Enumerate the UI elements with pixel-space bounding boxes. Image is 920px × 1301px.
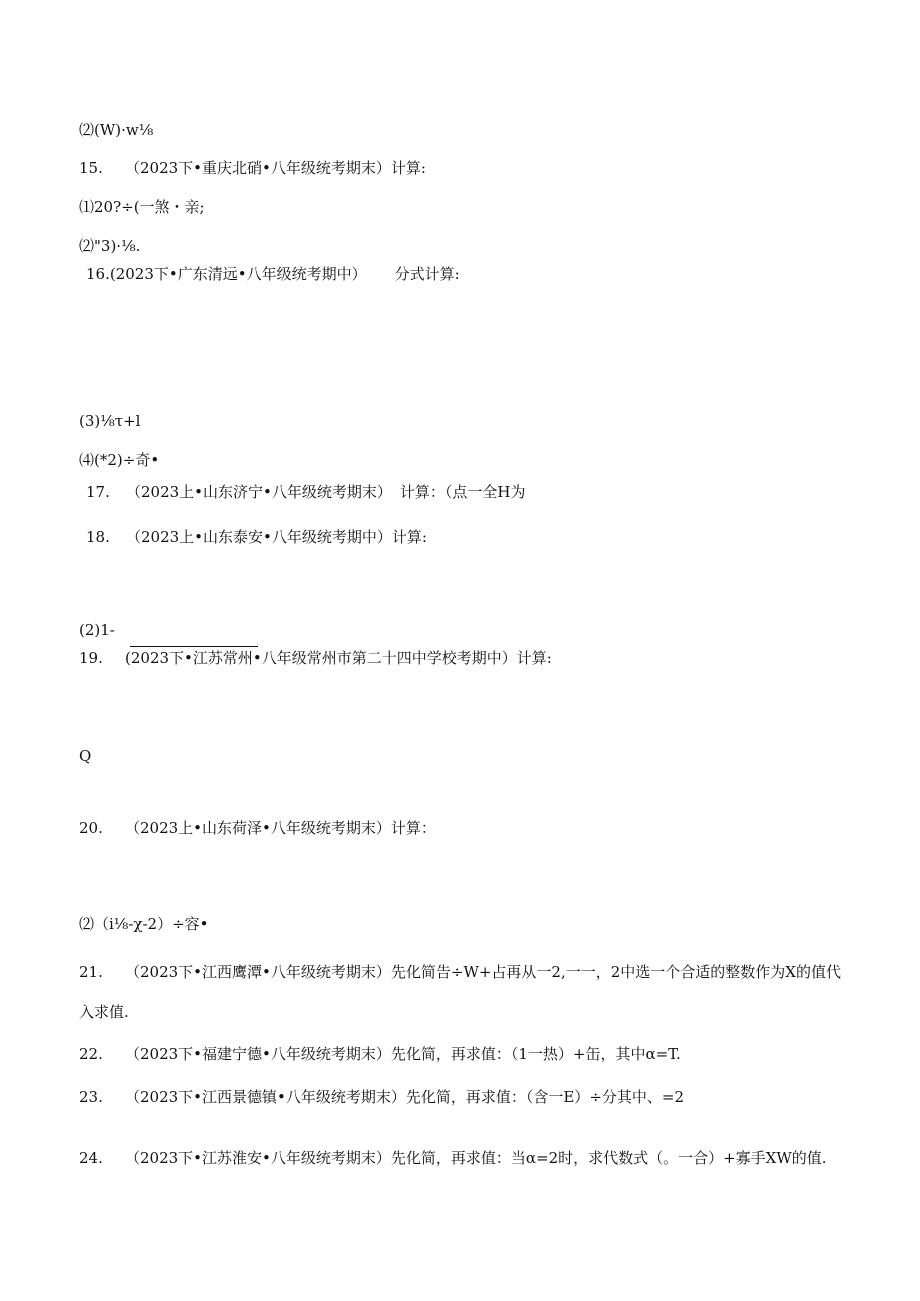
question-source: （2023上•山东荷泽•八年级统考期末）计算： [125,819,436,837]
question-number: 18. [86,528,110,546]
question-source: （2023上•山东济宁•八年级统考期末） [126,483,392,501]
question-20 [79,818,436,838]
question-instruction: 分式计算: [394,265,460,283]
question-source: （2023下•江西鹰潭•八年级统考期末）先化简告÷W+占再从一2,一一，2中选一个合适的整数作为X的值代 [125,963,841,981]
question-22 [79,1044,681,1064]
question-source: (2023下•广东清远•八年级统考期中） [109,265,367,283]
question-number: 24. [79,1149,103,1167]
question-21 [79,962,841,982]
question-number: 17. [86,483,110,501]
question-source: （2023上•山东泰安•八年级统考期中）计算: [126,528,427,546]
question-18 [86,527,427,547]
question-number: 22. [79,1045,103,1063]
question-source: （2023下•重庆北硝•八年级统考期末）计算: [125,159,426,177]
question-number: 15. [79,159,103,177]
question-16-part-4: ⑷(*2)÷奇• [79,451,160,469]
question-source: （2023下•福建宁德•八年级统考期末）先化简，再求值：（1一热）+缶，其中α=T. [125,1045,681,1063]
question-20-part-2: ⑵（i⅛-χ-2）÷容• [79,915,209,933]
question-number: 16. [86,265,110,283]
question-15 [79,158,426,178]
question-17 [86,482,525,502]
question-16 [86,264,460,284]
question-number: 20. [79,819,103,837]
question-source: （2023下•江西景德镇•八年级统考期末）先化简，再求值：（含一E）÷分其中、=2 [125,1088,685,1106]
question-number: 19. [79,649,103,667]
question-number: 21. [79,963,103,981]
fraction-bar [130,646,258,647]
question-21-continuation: 入求值. [79,1003,129,1021]
question-23 [79,1087,684,1107]
question-15-part-2: ⑵"3)·⅛. [79,237,141,255]
question-16-part-3: (3)⅛τ+l [79,412,141,430]
question-19 [79,648,552,668]
question-instruction: 计算：（点一全H为 [399,483,526,501]
question-15-part-1: ⑴20?÷(一煞・亲; [79,198,205,216]
sub-item-2: ⑵(W)·w⅛ [79,121,154,139]
question-18-part-2: (2)1- [79,621,115,639]
question-19-expression: Q [79,747,92,765]
question-number: 23. [79,1088,103,1106]
question-source: （2023下•江苏淮安•八年级统考期末）先化简，再求值：当α=2时，求代数式（。一合）+寡手XW的值. [125,1149,827,1167]
question-source: (2023下•江苏常州•八年级常州市第二十四中学校考期中）计算: [125,649,552,667]
question-24 [79,1148,827,1168]
